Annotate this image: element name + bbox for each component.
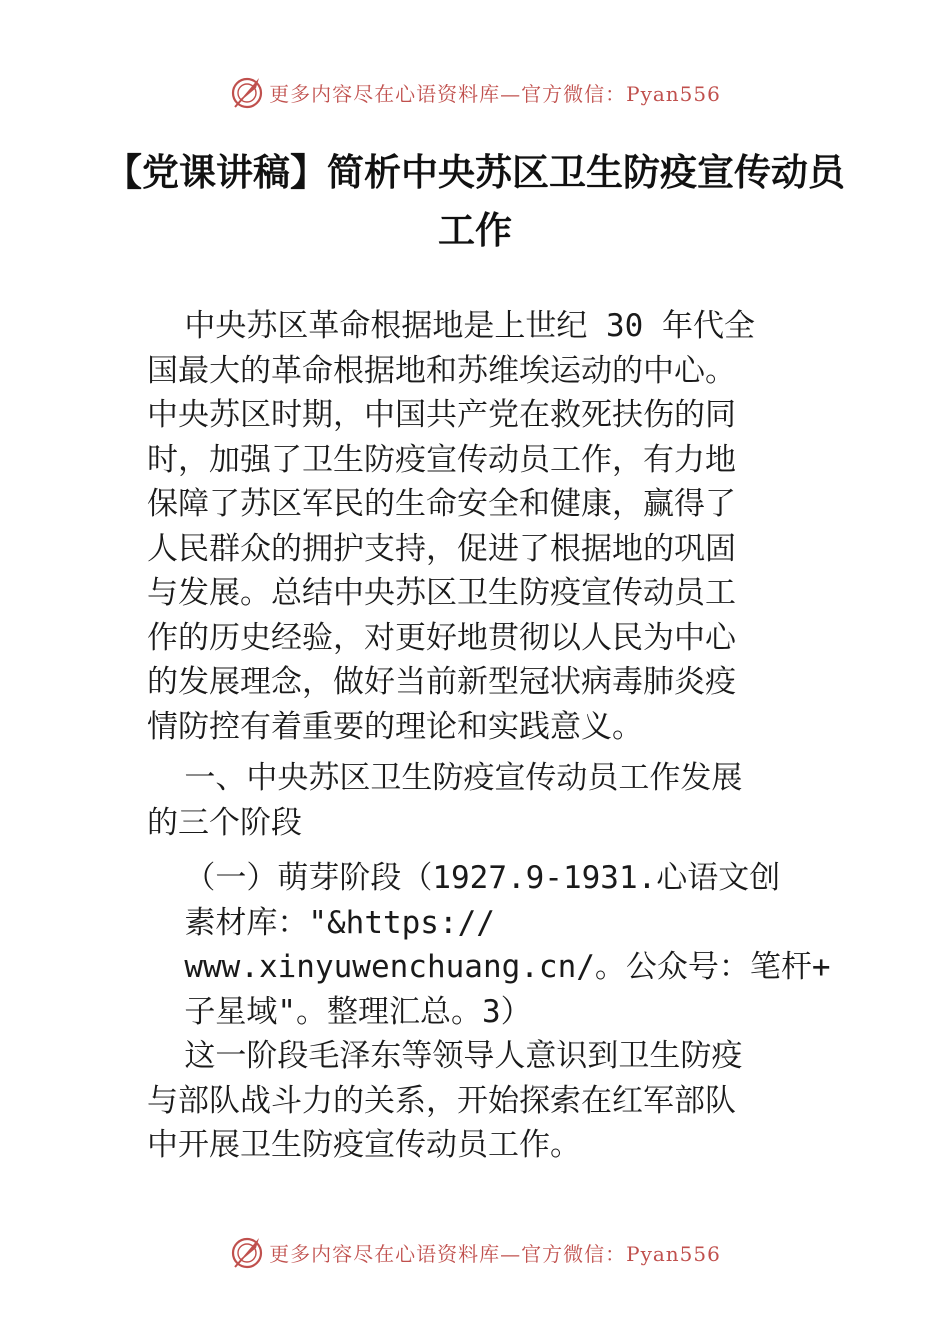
- text-line: www.xinyuwenchuang.cn/。公众号：笔杆+: [147, 949, 831, 985]
- text-line: 中央苏区革命根据地是上世纪 30 年代全: [147, 308, 755, 344]
- text-line: 保障了苏区军民的生命安全和健康，赢得了: [147, 486, 736, 522]
- text-line: 与发展。总结中央苏区卫生防疫宣传动员工: [147, 575, 736, 611]
- text-line: 的三个阶段: [147, 804, 302, 841]
- text-line: 情防控有着重要的理论和实践意义。: [147, 708, 643, 745]
- text-line: 素材库："&https://: [147, 904, 495, 941]
- text-line: 子星域"。整理汇总。3）: [147, 993, 532, 1030]
- text-line: 与部队战斗力的关系，开始探索在红军部队: [147, 1082, 736, 1119]
- footer-watermark-banner: [0, 1232, 950, 1272]
- stage-description-paragraph: [147, 1034, 817, 1168]
- quill-seal-icon: [229, 74, 265, 110]
- text-line: （一）萌芽阶段（1927.9-1931.心语文创: [147, 860, 781, 896]
- text-line: 一、中央苏区卫生防疫宣传动员工作发展: [147, 760, 743, 796]
- section-heading-1: [147, 756, 817, 845]
- text-line: 时，加强了卫生防疫宣传动员工作，有力地: [147, 441, 736, 478]
- document-title-line-1: 【党课讲稿】简析中央苏区卫生防疫宣传动员: [105, 151, 845, 194]
- text-line: 国最大的革命根据地和苏维埃运动的中心。: [147, 352, 736, 389]
- intro-paragraph: [147, 304, 817, 749]
- header-watermark-banner: [0, 72, 950, 112]
- subsection-heading-1: [147, 856, 831, 1034]
- text-line: 中开展卫生防疫宣传动员工作。: [147, 1127, 581, 1163]
- text-line: 的发展理念，做好当前新型冠状病毒肺炎疫: [147, 664, 736, 700]
- banner-text: 更多内容尽在心语资料库—官方微信：Pyan556: [269, 81, 721, 106]
- text-line: 这一阶段毛泽东等领导人意识到卫生防疫: [147, 1038, 743, 1074]
- document-title-line-2: 工作: [438, 209, 512, 252]
- text-line: 中央苏区时期，中国共产党在救死扶伤的同: [147, 397, 736, 433]
- quill-seal-icon: [229, 1234, 265, 1270]
- text-line: 作的历史经验，对更好地贯彻以人民为中心: [147, 619, 736, 656]
- banner-text: 更多内容尽在心语资料库—官方微信：Pyan556: [269, 1241, 721, 1266]
- text-line: 人民群众的拥护支持，促进了根据地的巩固: [147, 530, 736, 567]
